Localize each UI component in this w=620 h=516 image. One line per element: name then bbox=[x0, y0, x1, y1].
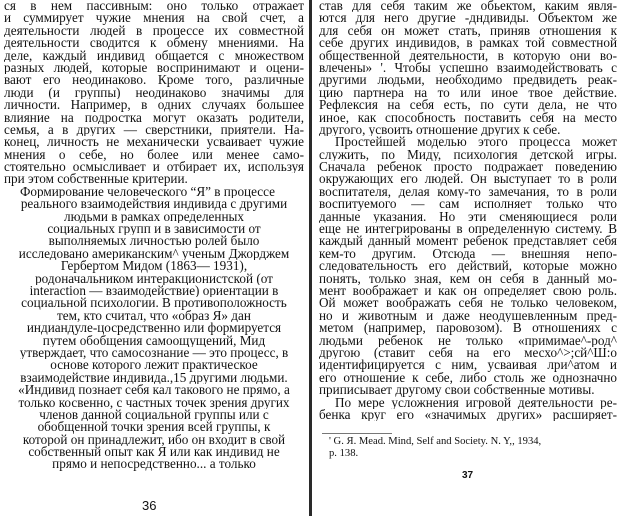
text-line: Гербертом Мидом (1863— 1931), bbox=[60, 260, 248, 273]
text-line: влечены» '. Чтобы успешно взаимодействовать с bbox=[319, 61, 617, 75]
text-line: взаимодействие индивида.,15 другими людьми. bbox=[20, 371, 288, 385]
text-line: при этом собственные критерии. bbox=[4, 173, 188, 186]
page-divider bbox=[309, 0, 312, 516]
text-line: деятельности людей в процессе их совместной bbox=[4, 24, 304, 38]
text-line: interaction — взаимодействие) ориентации в bbox=[29, 284, 279, 298]
text-line: исследовано американским^ ученым Джорджем bbox=[18, 247, 290, 261]
text-line: Сначала ребенок просто подражает поведению bbox=[319, 161, 617, 174]
text-line: иное, как способность поставить себя на место bbox=[319, 111, 617, 124]
text-line: мнения о себе, но более или менее само- bbox=[4, 148, 304, 162]
right-page bbox=[319, 0, 617, 421]
text-line: но и животным и даже неодушевленным пред- bbox=[319, 309, 617, 323]
page-number-left: 36 bbox=[142, 498, 157, 513]
text-line: социальной психологии. В противоположность bbox=[21, 297, 287, 310]
text-line: людьми в рамках определенных bbox=[64, 210, 244, 224]
text-line: кем-то другим. Отсюда — внешняя непо- bbox=[319, 247, 617, 261]
text-line: только косвенно, с частных точек зрения других bbox=[18, 396, 290, 409]
text-line: его отношение к себе, либо столь же однозначно bbox=[319, 371, 617, 385]
text-line: люди (и группы) неодинаково значимы для bbox=[4, 86, 304, 100]
text-line: ся в нем пассивным: оно только отражает bbox=[4, 0, 304, 13]
text-line: служить, по Миду, психология детской игры. bbox=[319, 148, 617, 162]
text-line: мент воображает и как он определяет свою роль. bbox=[319, 284, 617, 298]
text-line: окружающих его людей. Он выступает то в роли bbox=[319, 173, 617, 186]
text-line: «Индивид познает себя кал такового не прямо, а bbox=[18, 384, 290, 397]
text-line: членов данной социальной группы или с bbox=[39, 408, 269, 422]
text-line: для себя он может стать, приняв отношения к bbox=[319, 24, 617, 38]
text-line: стоятельно осмысливает и отбирает их, используя bbox=[4, 161, 304, 174]
text-line: родоначальником интеракционистской (от bbox=[35, 272, 273, 285]
text-line: влияние на подростка могут оказать родители, bbox=[4, 111, 304, 124]
text-line: разных людей, которые воспринимают и оцени- bbox=[4, 61, 304, 75]
text-line: деятельности сводится к обмену мнениями. На bbox=[4, 37, 304, 50]
text-line: став для себя таким же обьектом, каким явля- bbox=[319, 0, 617, 13]
text-line: путем обобщения самоощущений, Мид bbox=[42, 334, 266, 347]
text-line: понять, только зная, кем он себя в данный мо- bbox=[319, 272, 617, 285]
text-line: Рефлексия на себя есть, по сути дела, не что bbox=[319, 99, 617, 112]
left-page bbox=[4, 0, 304, 471]
text-line: бенка круг его «значимых других» расширяет- bbox=[319, 408, 617, 422]
text-line: каждый данный момент ребенок представляет себя bbox=[319, 235, 617, 248]
text-line: следовательность его действий, которые можно bbox=[319, 260, 617, 273]
text-line: ются для него другие -дндивиды. Объектом же bbox=[319, 12, 617, 25]
text-line: людьми ребенок не только «примимае^-род^ bbox=[319, 334, 617, 347]
text-line: Ой может воображать себя не только человеком, bbox=[319, 297, 617, 310]
footnote-line: p. 138. bbox=[329, 447, 359, 459]
text-line: другого, усвоить отношение других к себе. bbox=[319, 123, 561, 137]
text-line: которой он принадлежит, ибо он входит в свой bbox=[22, 433, 286, 447]
text-line: другими людьми, необходимо предвидеть реак- bbox=[319, 74, 617, 87]
text-line: воспитуемого — сам исполняет только что bbox=[319, 198, 617, 211]
text-line: утверждает, что самосознание — это процесс, в bbox=[19, 346, 289, 360]
text-line: По мере усложнения игровой деятельности ре- bbox=[335, 396, 617, 409]
text-line: прямо и непосредственно... а только bbox=[52, 458, 256, 471]
text-line: данные указания. Но эти сменяющиеся роли bbox=[319, 210, 617, 224]
text-line: еще не интегрированы в определенную систему. В bbox=[319, 223, 617, 236]
text-line: выполняемых личностью ролей было bbox=[48, 235, 260, 248]
footnote-line: ' G. Я. Mead. Mind, Self and Society. N. Y,, 1934, bbox=[329, 436, 542, 447]
text-line: метом (например, паровозом). В отношениях с bbox=[319, 322, 617, 335]
text-line: тем, кто считал, что «образ Я» дан bbox=[57, 309, 251, 323]
text-line: цию партнера на то или иное твое действие. bbox=[319, 86, 617, 100]
text-line: воспитателя, делая кому-то замечания, то в роли bbox=[319, 185, 617, 199]
text-line: приписывает другому свои собственные мотивы. bbox=[319, 384, 595, 397]
text-line: обобщенной точки зрения всей группы, к bbox=[37, 421, 271, 434]
text-line: вают его неодинаково. Кроме того, различные bbox=[4, 74, 304, 87]
text-line: идентифицируется с ним, усваивая лри^атом и bbox=[319, 359, 617, 372]
text-line: Простейшей моделью этого процесса может bbox=[335, 136, 617, 149]
text-line: конец, личность не механически усваивает чужие bbox=[4, 136, 304, 149]
text-line: социальных групп и в зависимости от bbox=[47, 223, 261, 236]
page-number-right: 37 bbox=[462, 470, 474, 481]
text-line: индиандуле-цосредственно или формируется bbox=[26, 322, 282, 335]
text-line: реального взаимодействия индивида с другими bbox=[20, 198, 288, 211]
text-line: себе других индивидов, в рамках той совместной bbox=[319, 37, 617, 50]
text-line: другою (ставит себя на его месхо^>;сй^Ш:о bbox=[319, 346, 617, 360]
text-line: общественной деятельности, в которую они во- bbox=[319, 49, 617, 62]
text-line: Формирование человеческого “Я” в процессе bbox=[20, 185, 275, 199]
text-line: личности. Например, в одних случаях большее bbox=[4, 99, 304, 112]
text-line: деле, каждый индивид общается с множеством bbox=[4, 49, 304, 62]
text-line: основе которого лежит практическое bbox=[50, 359, 258, 372]
text-line: и суммирует чужие мнения на свой счет, а bbox=[4, 12, 304, 25]
text-line: семья, а в других — сверстники, приятели. На- bbox=[4, 123, 304, 137]
footnote-rule bbox=[322, 433, 392, 434]
text-line: собственный опыт как Я или как индивид не bbox=[28, 446, 280, 459]
footnote bbox=[329, 436, 616, 459]
